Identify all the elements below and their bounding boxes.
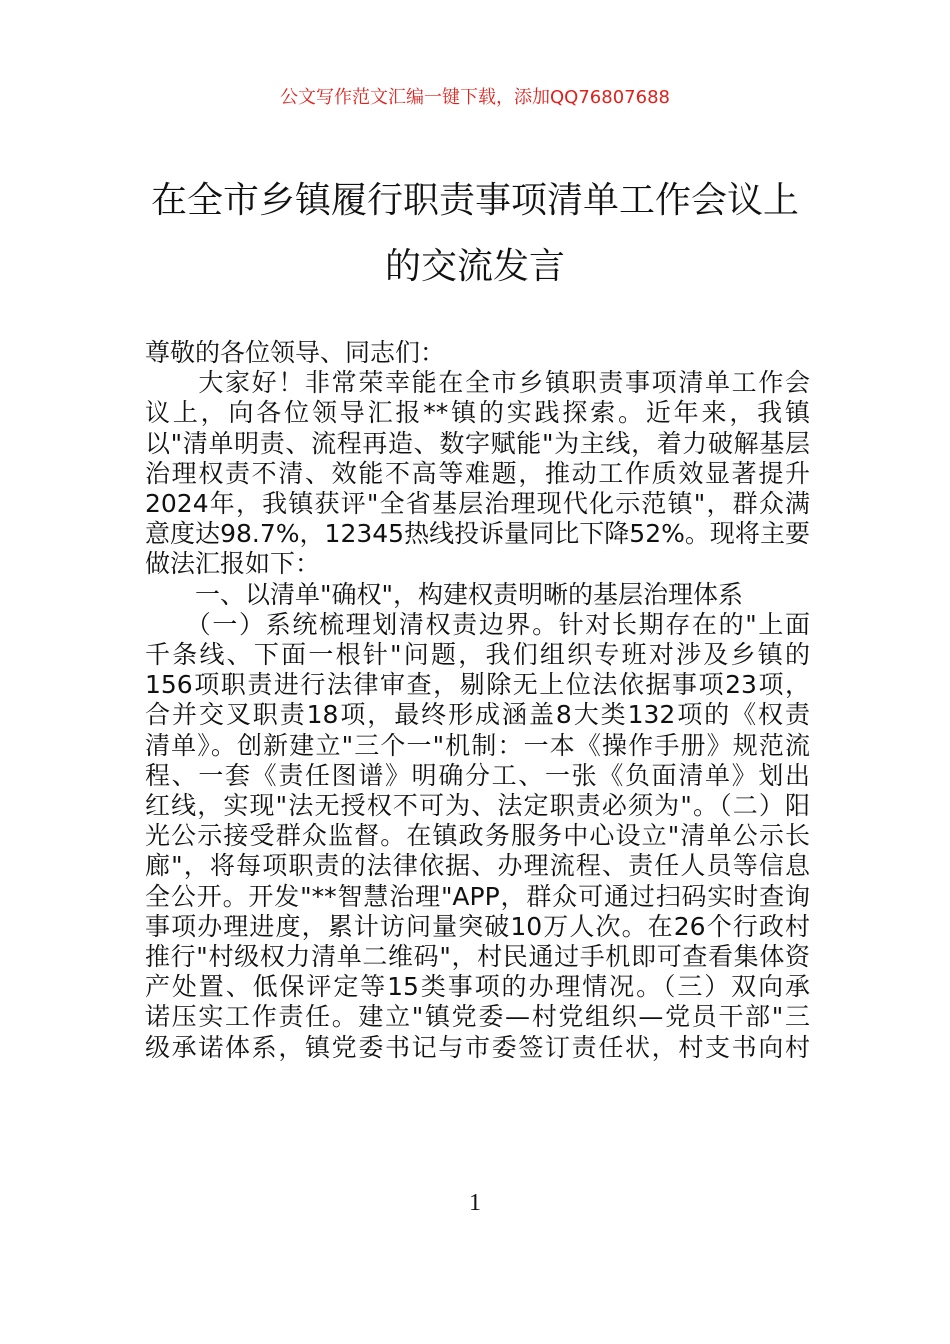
body-line: 2024年，我镇获评"全省基层治理现代化示范镇"，群众满 <box>145 489 810 519</box>
body-line: 诺压实工作责任。建立"镇党委—村党组织—党员干部"三 <box>145 1002 810 1032</box>
body-line: 全公开。开发"**智慧治理"APP，群众可通过扫码实时查询 <box>145 881 810 911</box>
body-line: 产处置、低保评定等15类事项的办理情况。（三）双向承 <box>145 972 810 1002</box>
body-line: 千条线、下面一根针"问题，我们组织专班对涉及乡镇的 <box>145 640 810 670</box>
title-line-1: 在全市乡镇履行职责事项清单工作会议上 <box>150 180 799 221</box>
page-number: 1 <box>469 1190 481 1216</box>
body-line: 廊"，将每项职责的法律依据、办理流程、责任人员等信息 <box>145 851 810 881</box>
body-line: 合并交叉职责18项，最终形成涵盖8大类132项的《权责 <box>145 700 810 730</box>
body-line: （一）系统梳理划清权责边界。针对长期存在的"上面 <box>145 609 810 639</box>
document-title <box>140 168 810 300</box>
body-line: 156项职责进行法律审查，剔除无上位法依据事项23项， <box>145 670 810 700</box>
body-line: 光公示接受群众监督。在镇政务服务中心设立"清单公示长 <box>145 821 810 851</box>
watermark-header: 公文写作范文汇编一键下载，添加QQ76807688 <box>280 87 670 108</box>
body-line: 推行"村级权力清单二维码"，村民通过手机即可查看集体资 <box>145 942 810 972</box>
salutation-line: 尊敬的各位领导、同志们： <box>145 338 446 367</box>
body-line: 红线，实现"法无授权不可为、法定职责必须为"。（二）阳 <box>145 791 810 821</box>
body-line: 级承诺体系，镇党委书记与市委签订责任状，村支书向村 <box>145 1032 810 1062</box>
body-line: 以"清单明责、流程再造、数字赋能"为主线，着力破解基层 <box>145 428 810 458</box>
body-line: 清单》。创新建立"三个一"机制：一本《操作手册》规范流 <box>145 730 810 760</box>
body-line: 事项办理进度，累计访问量突破10万人次。在26个行政村 <box>145 911 810 941</box>
body-line: 意度达98.7%，12345热线投诉量同比下降52%。现将主要 <box>145 519 810 549</box>
body-line: 治理权责不清、效能不高等难题，推动工作质效显著提升 <box>145 458 810 488</box>
document-body <box>145 338 810 1063</box>
body-line: 做法汇报如下： <box>145 549 321 579</box>
section-heading: 一、以清单"确权"，构建权责明晰的基层治理体系 <box>145 579 744 609</box>
title-line-2: 的交流发言 <box>384 246 565 287</box>
body-line: 议上，向各位领导汇报**镇的实践探索。近年来，我镇 <box>145 398 810 428</box>
body-line: 程、一套《责任图谱》明确分工、一张《负面清单》划出 <box>145 760 810 790</box>
body-line: 大家好！非常荣幸能在全市乡镇职责事项清单工作会 <box>145 368 810 398</box>
